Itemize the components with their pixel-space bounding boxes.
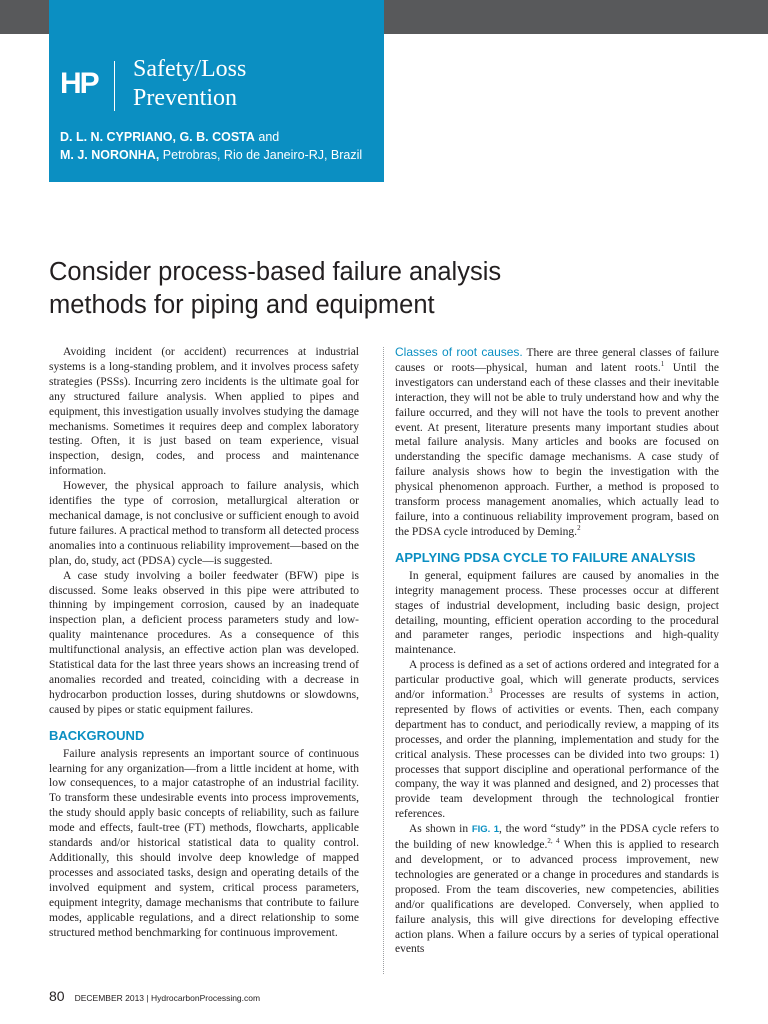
- page-number: 80: [49, 988, 65, 1004]
- paragraph: A process is defined as a set of actions ordered and integrated for a particular productive goal, which will generate products, services and/or information.$^3$ Processes are results of systems in action, represented by flows of activities or events. Then, each company department has to conduct, and periodically review, a mapping of its processes, and order the planning, implementation and study for the critical analysis. These processes can be divided into two groups: 1) processes that support discipline and operational performance of the company, the way it was planned and designed, and 2) processes that provide team development through the technological frontier references.: [395, 659, 719, 821]
- subsection-lead: Classes of root causes.: [395, 345, 523, 359]
- banner-divider: [114, 61, 115, 111]
- left-column: [49, 345, 359, 940]
- article-title-line2: methods for piping and equipment: [49, 291, 435, 319]
- article-title: [49, 256, 729, 322]
- paragraph: However, the physical approach to failure analysis, which identifies the type of corrosion, metallurgical alteration or mechanical damage, is not conclusive or sufficient enough to avoid future failures. A practical method to transform all detected process anomalies into a continuous reliability improvement—based on the plan, do, study, act (PDSA) cycle—is suggested.: [49, 480, 359, 567]
- section-banner: [49, 0, 384, 182]
- page-footer: [49, 988, 260, 1008]
- footer-text: DECEMBER 2013 | HydrocarbonProcessing.com: [74, 993, 261, 1003]
- footnote-ref: 2: [577, 524, 581, 533]
- paragraph: In general, equipment failures are caused by anomalies in the integrity management process. These processes occur at different stages of industrial development, including basic design, project detailing, mounting, efficient operation according to the procedural and parameter ranges, periodic inspections and high-quality maintenance.: [395, 569, 719, 657]
- affiliation: Petrobras, Rio de Janeiro-RJ, Brazil: [159, 148, 363, 162]
- footnote-ref: 1: [660, 360, 665, 369]
- section-title-line1: Safety/Loss: [133, 56, 247, 82]
- column-divider: [383, 347, 385, 974]
- figure-reference-link[interactable]: FIG. 1: [471, 824, 500, 836]
- paragraph: Classes of root causes. There are three general classes of failure causes or roots—physical, human and latent roots.$^1$ Until the investigators can understand each of these classes and their inevitable interaction, they will not be able to truly understand how and why the failure occurred, and they will not have the tools to prevent another event. At present, literature presents many important studies about metal failure analysis. Many articles and books are focused on understanding the specific damage mechanisms. A case study of failure analysis shows how to begin the investigation with the physical phenomenon approach. Further, a method is proposed to transform process management anomalies, which actually lead to failure, into a continuous reliability improvement program, based on the PDSA cycle introduced by Deming.$^2$: [395, 345, 719, 538]
- paragraph: Failure analysis represents an important source of continuous learning for any organization—from a little incident at home, with low consequences, to a major catastrophe of an industrial facility. To transform these undesirable events into process improvements, the study should apply basic concepts of reliability, such as failure mode and effects, fault-tree (FT) methods, flowcharts, applicable standards and/or historical statistical data to quality control. Additionally, this should involve deep knowledge of mapped processes and associated tasks, design and operating details of the involved equipment and system, critical process parameters, equipment integrity, damage mechanisms that contribute to failure modes, applicable regulations, and a direct relationship to some structured method benchmarking for continuous improvement.: [49, 747, 359, 939]
- right-column: [395, 345, 719, 957]
- section-title-line2: Prevention: [133, 85, 237, 111]
- paragraph: As shown in FIG. 1, the word “study” in the PDSA cycle refers to the building of new knowledge.$^{2, 4}$ When this is applied to research and development, or to advanced process improvement, new technologies are generated or a change in procedures and standards is proposed. From the team discoveries, new competencies, abilities and/or qualifications are developed. Conversely, when applied to failure analysis, this will give directions for developing effective action plans. When a failure occurs by a series of typical operational events: [395, 823, 719, 956]
- footnote-ref: 3: [488, 687, 493, 696]
- and-word: and: [254, 130, 280, 144]
- author-byline: [60, 128, 378, 164]
- author-names-1: D. L. N. CYPRIANO, G. B. COSTA: [60, 130, 255, 144]
- section-heading-pdsa: APPLYING PDSA CYCLE TO FAILURE ANALYSIS: [395, 549, 696, 565]
- section-heading-background: BACKGROUND: [49, 727, 145, 743]
- author-names-2: M. J. NORONHA,: [60, 148, 160, 162]
- article-title-line1: Consider process-based failure analysis: [49, 258, 502, 286]
- section-title: [133, 55, 373, 113]
- hp-logo: HP: [60, 67, 98, 100]
- paragraph: A case study involving a boiler feedwater (BFW) pipe is discussed. Some leaks observed in this pipe were attributed to thinning by impingement corrosion, caused by an inadequate inspection plan, a deficient process parameters study and low-quality maintenance procedures. As a consequence of this multifunctional analysis, an effective action plan was developed. Statistical data for the last three years shows an increasing trend of anomalies recorded and treated, coinciding with a decrease in hydrocarbon production losses, during shutdowns or slowdowns, caused by pipes or static equipment failures.: [49, 569, 359, 716]
- footnote-ref: 2, 4: [547, 837, 560, 846]
- paragraph: Avoiding incident (or accident) recurrences at industrial systems is a long-standing problem, and it involves process safety strategies (PSSs). Incurring zero incidents is the ultimate goal for any structured failure analysis. When applied to pipes and equipment, this investigation usually involves studying the damage mechanisms. Sometimes it requires deep and complex laboratory testing. Often, it is just based on team experience, visual inspection, design, codes, and process and maintenance information.: [49, 346, 359, 478]
